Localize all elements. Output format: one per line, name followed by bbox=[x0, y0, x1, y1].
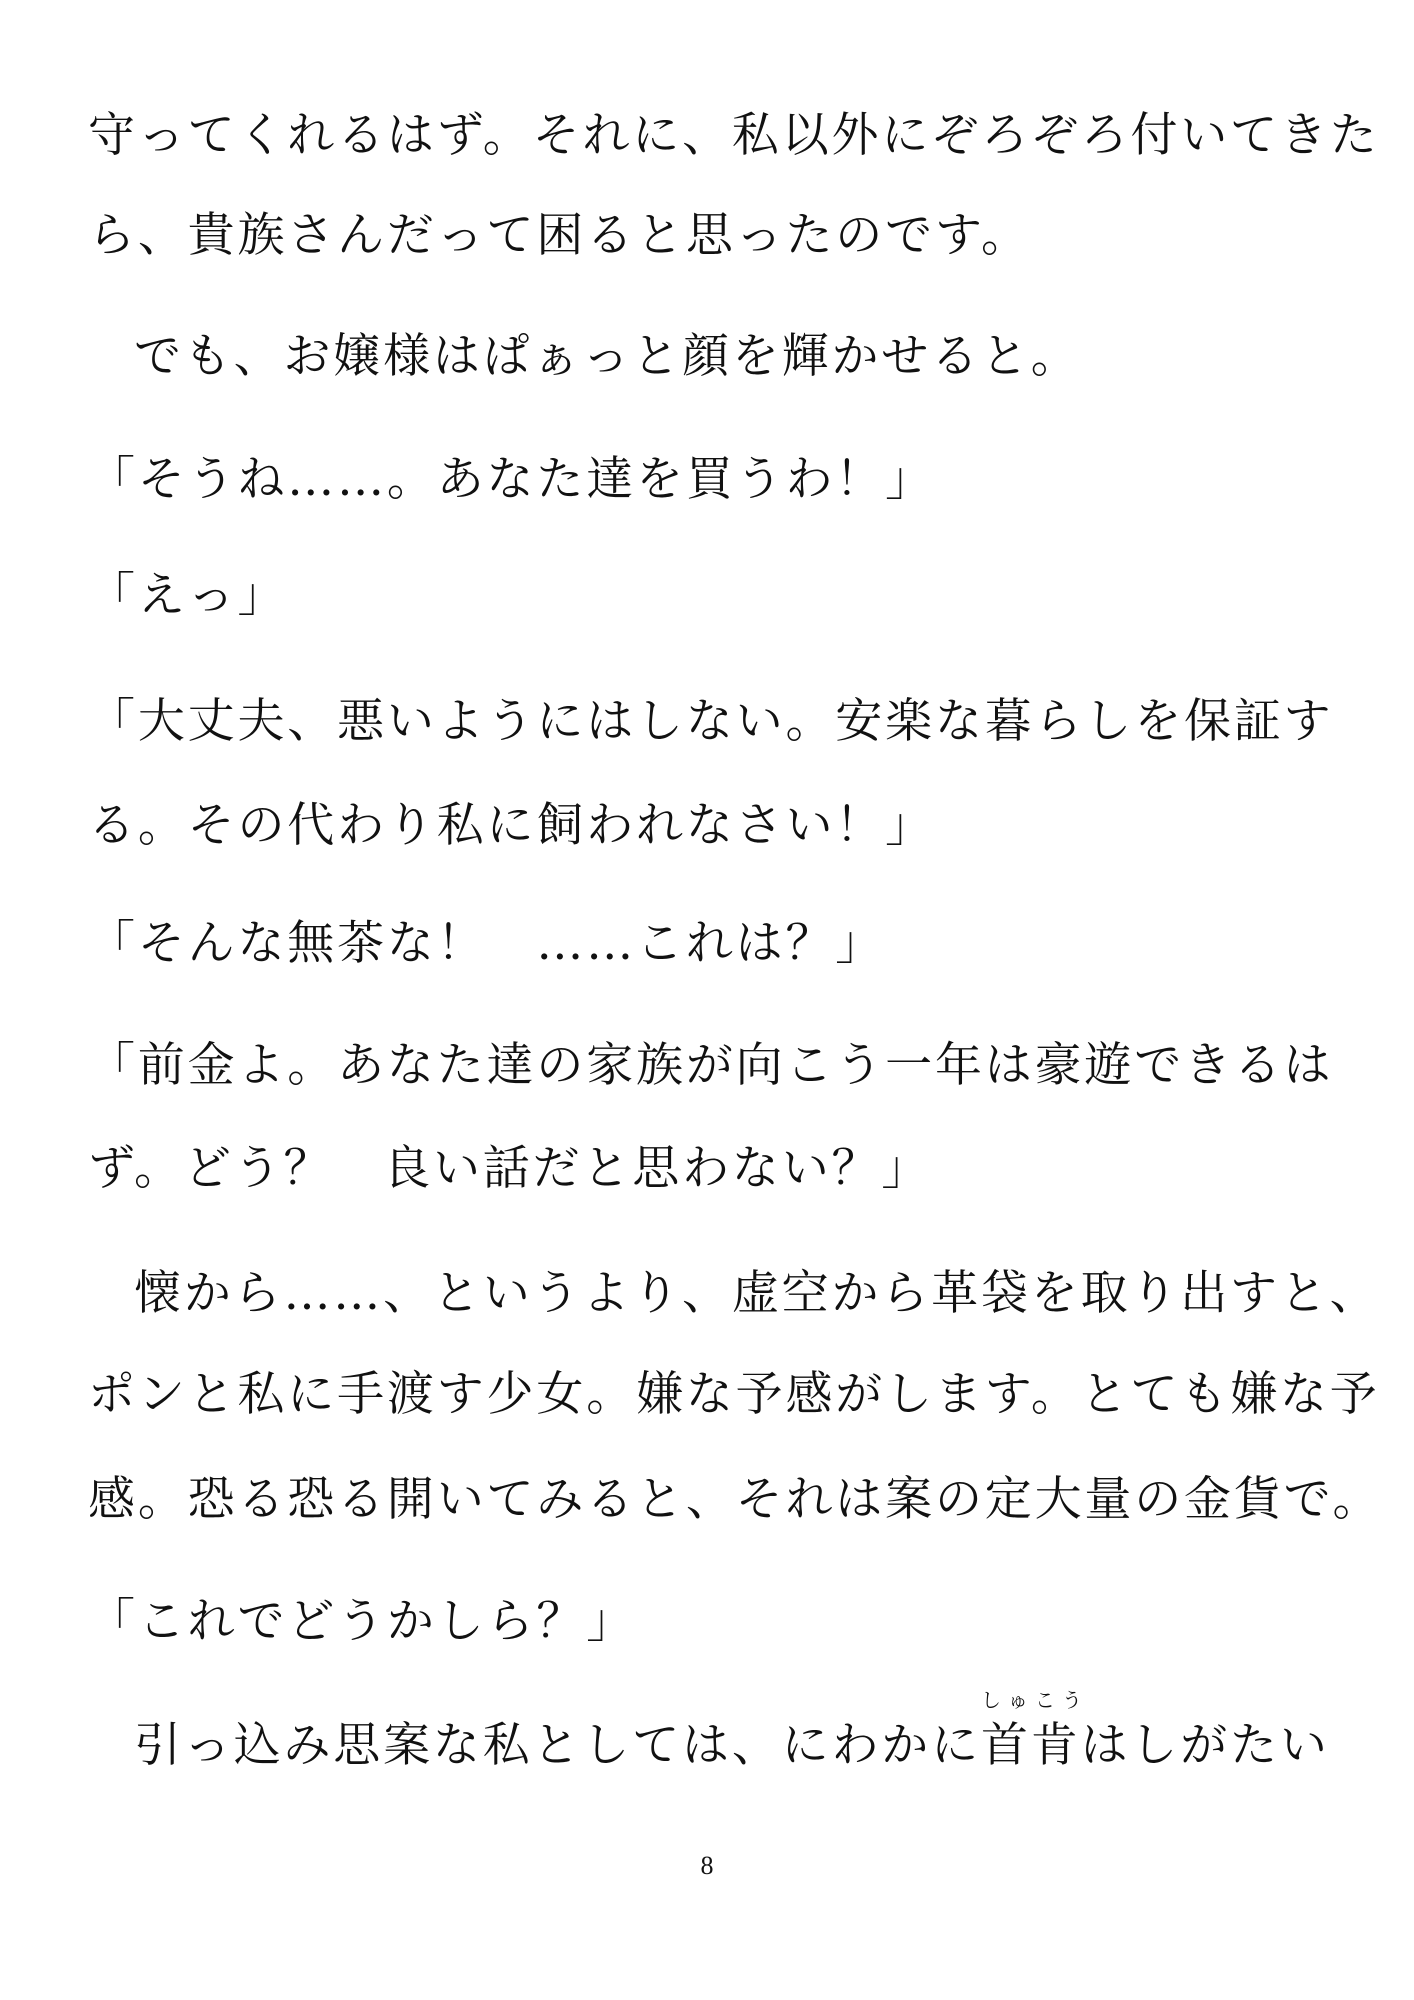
ruby-annotation: しゅこう bbox=[980, 1688, 1089, 1712]
ruby-base: 首肯 bbox=[980, 1718, 1081, 1773]
text-line-2: ら、貴族さんだって困ると思ったのです。 bbox=[88, 208, 1031, 263]
text-line-4: 「そうね……。あなた達を買うわ！」 bbox=[88, 452, 935, 507]
text-line-8: 「そんな無茶な！ ……これは？」 bbox=[88, 916, 886, 971]
text-line-3: でも、お嬢様はぱぁっと顔を輝かせると。 bbox=[134, 329, 1081, 384]
text-line-10: ず。どう？ 良い話だと思わない？」 bbox=[88, 1141, 932, 1196]
text-line-6: 「大丈夫、悪いようにはしない。安楽な暮らしを保証す bbox=[88, 694, 1334, 749]
page-number: 8 bbox=[700, 1851, 714, 1880]
ruby-group bbox=[980, 1688, 1089, 1776]
text-line-5: 「えっ」 bbox=[88, 568, 288, 623]
text-line-12: ポンと私に手渡す少女。嫌な予感がします。とても嫌な予 bbox=[88, 1367, 1380, 1422]
text-line-15-after: はしがたい bbox=[1080, 1718, 1330, 1773]
text-line-15-before: 引っ込み思案な私としては、にわかに bbox=[134, 1718, 981, 1773]
text-line-7: る。その代わり私に飼われなさい！」 bbox=[88, 798, 935, 853]
text-line-9: 「前金よ。あなた達の家族が向こう一年は豪遊できるは bbox=[88, 1038, 1334, 1093]
text-line-14: 「これでどうかしら？」 bbox=[88, 1594, 637, 1649]
text-line-13: 感。恐る恐る開いてみると、それは案の定大量の金貨で。 bbox=[88, 1472, 1383, 1527]
text-line-11: 懐から……、というより、虚空から革袋を取り出すと、 bbox=[134, 1266, 1380, 1321]
text-line-1: 守ってくれるはず。それに、私以外にぞろぞろ付いてきた bbox=[88, 108, 1380, 163]
text-line-15 bbox=[134, 1688, 1330, 1776]
